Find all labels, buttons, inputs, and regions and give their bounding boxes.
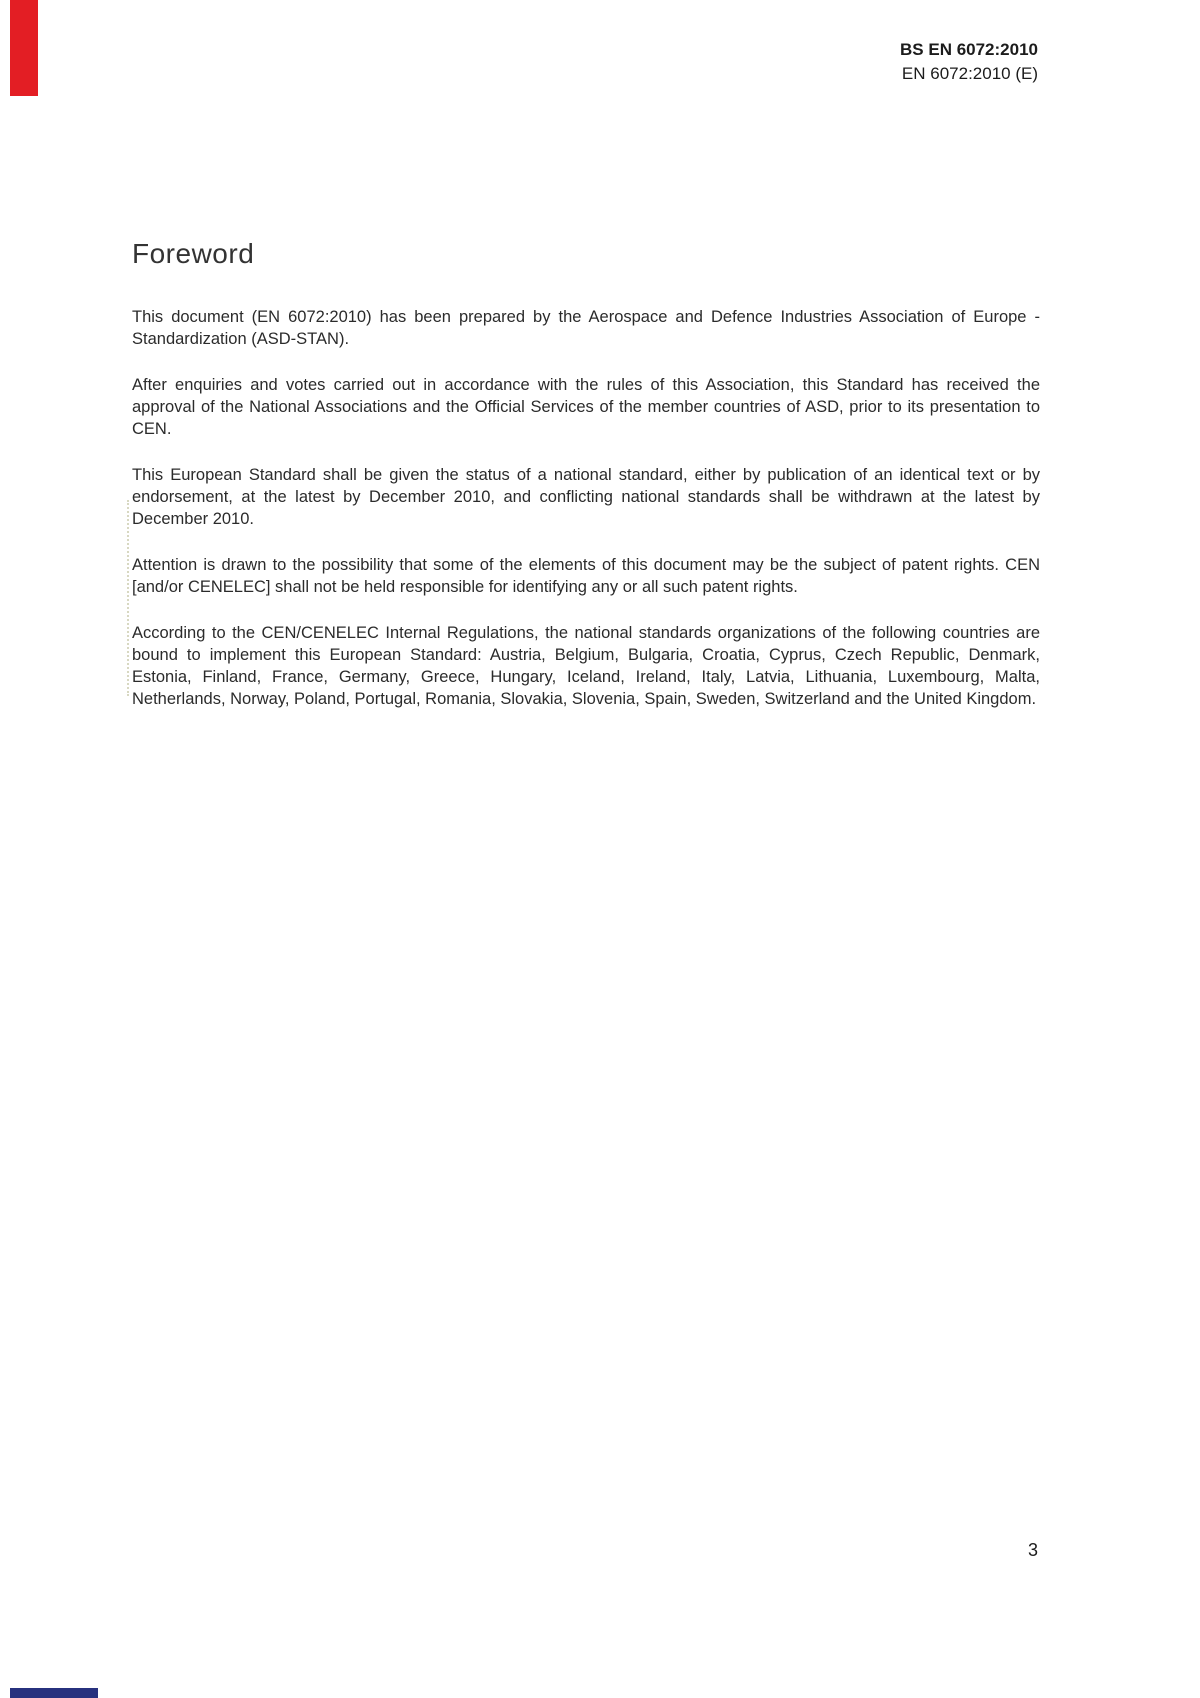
red-margin-bar — [10, 0, 38, 96]
header-standard-ref-en: EN 6072:2010 (E) — [901, 64, 1038, 83]
paragraph-approval: After enquiries and votes carried out in accordance with the rules of this Association, this Standard has received the approval of the National Associations and the Official Services of the member countries of ASD, prior to its presentation to CEN. — [132, 376, 1040, 438]
paragraph-member-countries: According to the CEN/CENELEC Internal Regulations, the national standards organizations of the following countries are bound to implement this European Standard: Austria, Belgium, Bulgaria, Croatia, Cyprus, Czech Republic, Denmark, Estonia, Finland, France, Germany, Greece, Hungary, Iceland, Ireland, Italy, Latvia, Lithuania, Luxembourg, Malta, Netherlands, Norway, Poland, Portugal, Romania, Slovakia, Slovenia, Spain, Sweden, Switzerland and the United Kingdom. — [132, 624, 1040, 708]
blue-margin-bar — [10, 1688, 98, 1698]
document-header — [900, 38, 1038, 86]
paragraph-prepared-by: This document (EN 6072:2010) has been prepared by the Aerospace and Defence Industries Association of Europe - Standardization (ASD-STAN). — [132, 308, 1040, 348]
page-title: Foreword — [132, 238, 255, 269]
header-standard-ref-bs: BS EN 6072:2010 — [900, 40, 1038, 59]
change-marker-line — [127, 500, 129, 696]
page-number: 3 — [1027, 1540, 1038, 1560]
paragraph-patent-rights: Attention is drawn to the possibility that some of the elements of this document may be the subject of patent rights. CEN [and/or CENELEC] shall not be held responsible for identifying any or all such patent rights. — [132, 556, 1040, 596]
foreword-section — [132, 238, 1040, 734]
paragraph-national-status: This European Standard shall be given the status of a national standard, either by publication of an identical text or by endorsement, at the latest by December 2010, and conflicting national standards shall be withdrawn at the latest by December 2010. — [132, 466, 1040, 528]
